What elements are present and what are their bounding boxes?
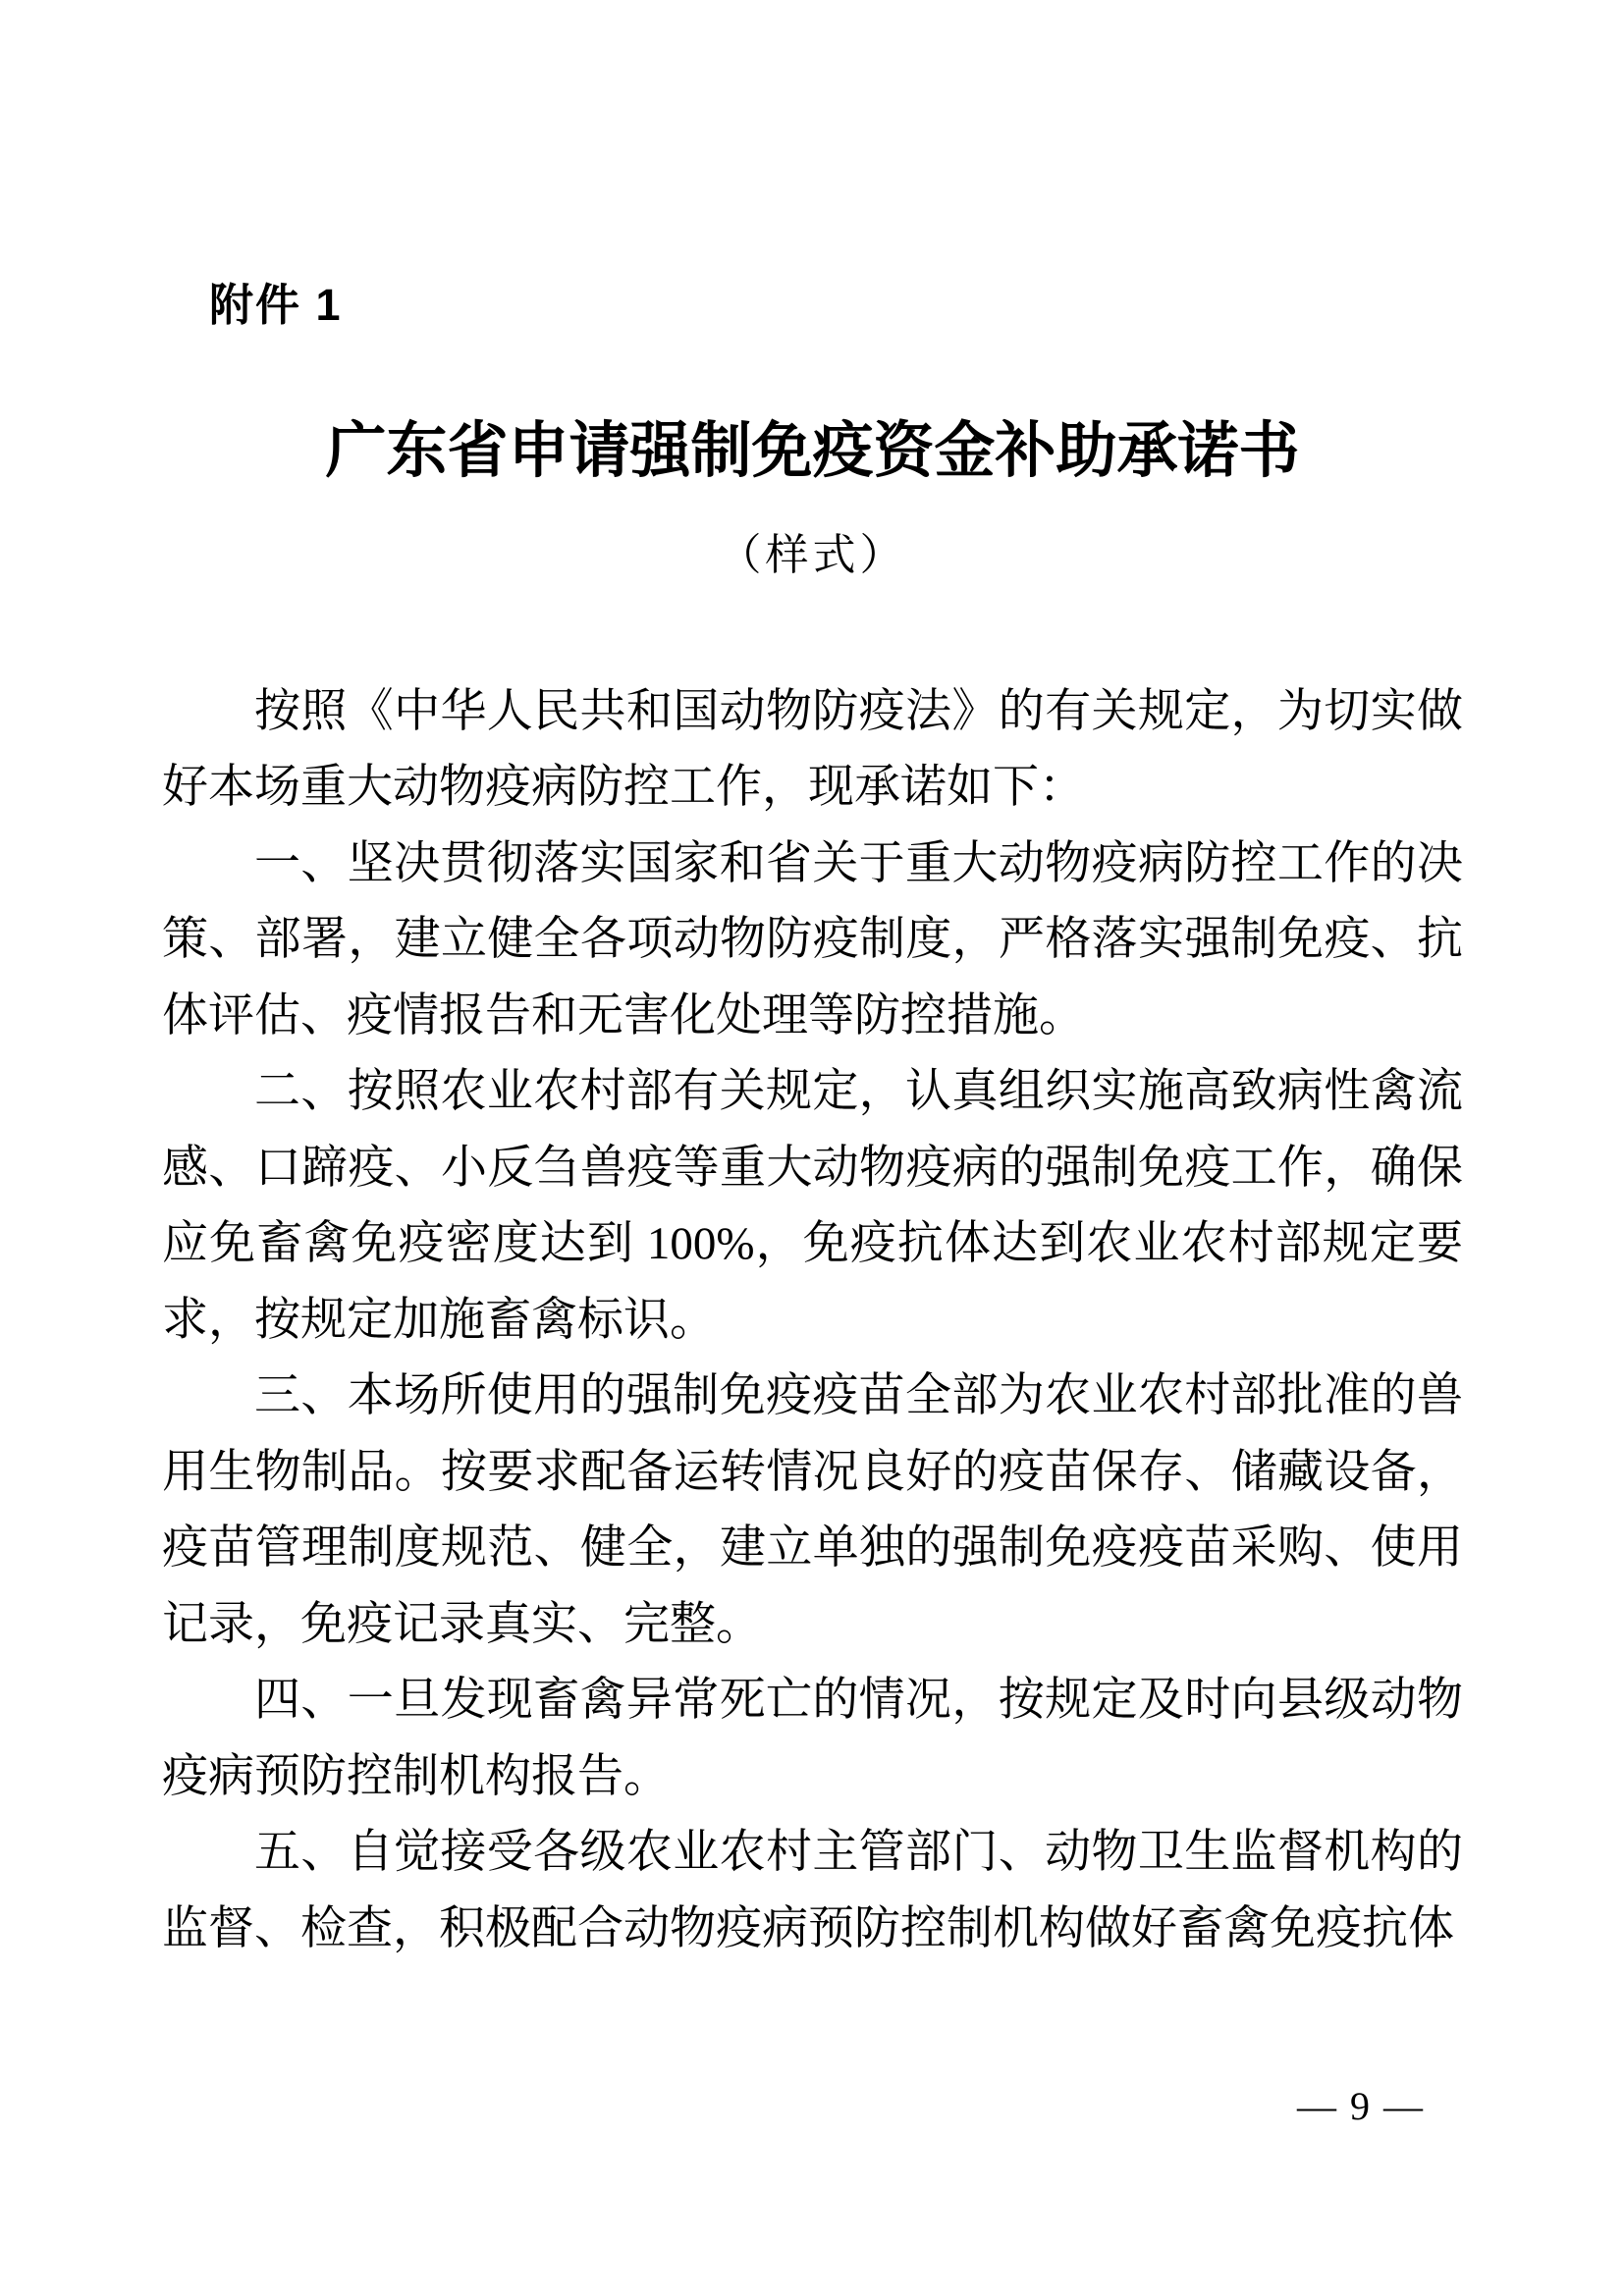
body-paragraph: 五、自觉接受各级农业农村主管部门、动物卫生监督机构的监督、检查，积极配合动物疫病预防控制机构做好畜禽免疫抗体 xyxy=(162,1827,1463,1954)
body-paragraph: 二、按照农业农村部有关规定，认真组织实施高致病性禽流感、口蹄疫、小反刍兽疫等重大动物疫病的强制免疫工作，确保应免畜禽免疫密度达到 100%，免疫抗体达到农业农村部规定要求，按规定加施畜禽标识。 xyxy=(162,1066,1463,1346)
body-paragraph: 三、本场所使用的强制免疫疫苗全部为农业农村部批准的兽用生物制品。按要求配备运转情况良好的疫苗保存、储藏设备，疫苗管理制度规范、健全，建立单独的强制免疫疫苗采购、使用记录，免疫记录真实、完整。 xyxy=(162,1370,1463,1650)
body-paragraph: 一、坚决贯彻落实国家和省关于重大动物疫病防控工作的决策、部署，建立健全各项动物防疫制度，严格落实强制免疫、抗体评估、疫情报告和无害化处理等防控措施。 xyxy=(162,837,1463,1041)
document-subtitle: （样式） xyxy=(718,530,907,579)
body-paragraph: 按照《中华人民共和国动物防疫法》的有关规定，为切实做好本场重大动物疫病防控工作，现承诺如下： xyxy=(162,685,1463,814)
page-content xyxy=(162,0,1463,1967)
page-number: — 9 — xyxy=(1297,2084,1425,2128)
document-body xyxy=(162,674,1463,1968)
attachment-label: 附件 1 xyxy=(209,280,343,330)
document-title: 广东省申请强制免疫资金补助承诺书 xyxy=(325,418,1300,485)
body-paragraph: 四、一旦发现畜禽异常死亡的情况，按规定及时向县级动物疫病预防控制机构报告。 xyxy=(162,1675,1463,1802)
